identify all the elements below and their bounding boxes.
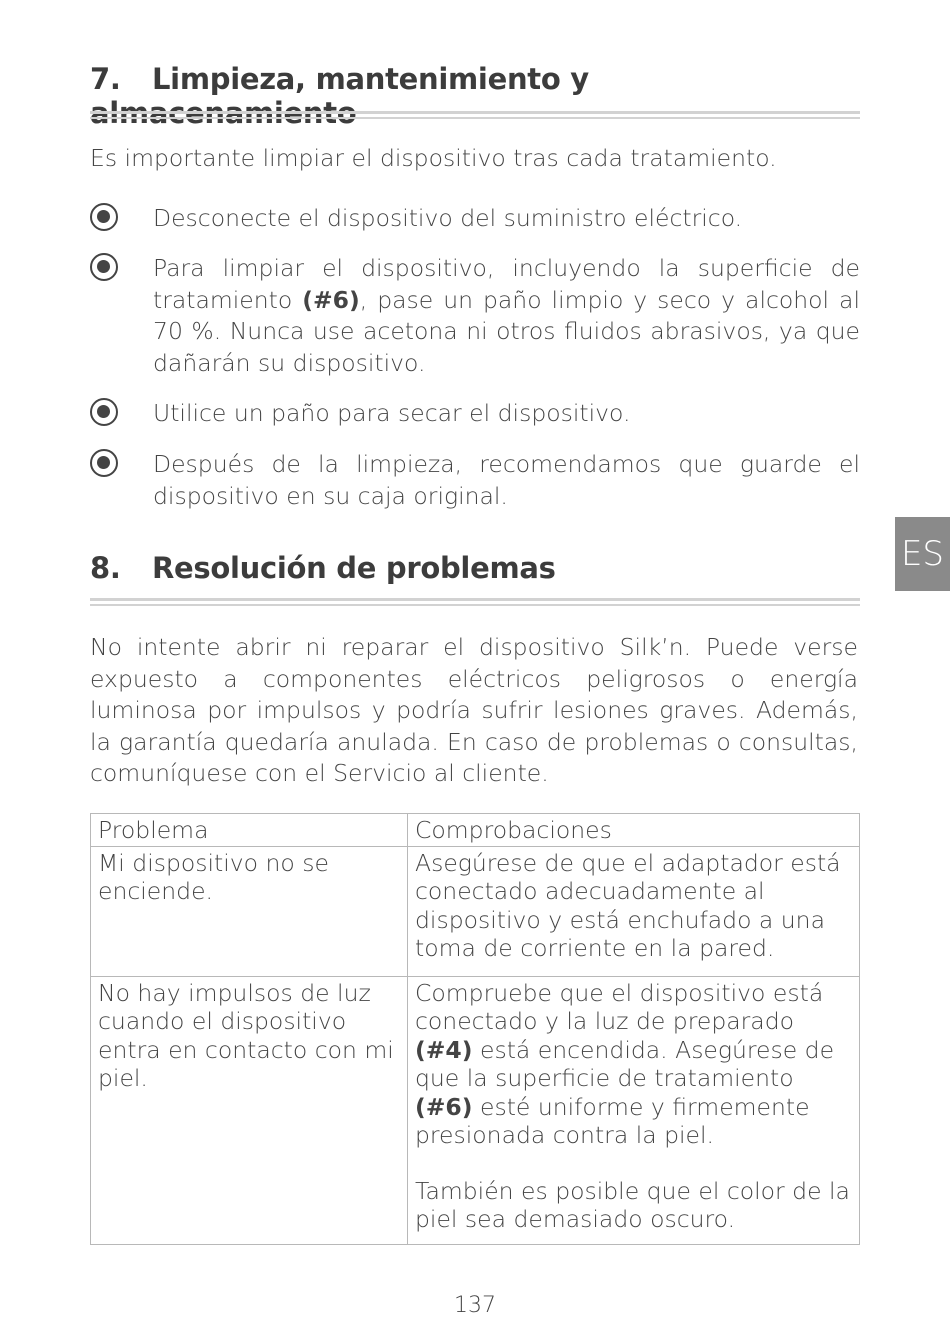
bullet-item: Después de la limpieza, recomendamos que guarde el dispositivo en su caja original. [90, 449, 860, 512]
table-header-row [91, 814, 860, 847]
radio-bullet-icon [90, 253, 118, 281]
section-7-heading [90, 62, 860, 130]
section-8-title: Resolución de problemas [152, 551, 556, 585]
troubleshooting-table [90, 813, 860, 1245]
check-cell: Asegúrese de que el adaptador está conectado adecuadamente al dispositivo y está enchufado a una toma de corriente en la pared. [408, 846, 860, 976]
section-7-number: 7. [90, 62, 121, 96]
header-checks: Comprobaciones [408, 814, 860, 847]
section-8-rule [90, 598, 860, 606]
problem-cell: No hay impulsos de luz cuando el dispositivo entra en contacto con mi piel. [91, 976, 408, 1244]
section-7-intro: Es importante limpiar el dispositivo tras cada tratamiento. [90, 144, 777, 172]
radio-bullet-icon [90, 398, 118, 426]
section-7-title: Limpieza, mantenimiento y almacenamiento [90, 62, 589, 130]
section-8-intro: No intente abrir ni reparar el dispositivo Silk’n. Puede verse expuesto a componentes eléctricos peligrosos o energía luminosa por impulsos y podría sufrir lesiones graves. Además, la garantía quedaría anulada. En caso de problemas o consultas, comuníquese con el Servicio al cliente. [90, 633, 858, 787]
bullet-item: Utilice un paño para secar el dispositivo. [90, 398, 860, 430]
section-8-heading [90, 551, 860, 585]
check-cell: Compruebe que el dispositivo está conectado y la luz de preparado (#4) está encendida. Asegúrese de que la superficie de tratamiento (#6) esté uniforme y firmemente presionada contra la piel. También es posible que el color de la piel sea demasiado oscuro. [408, 976, 860, 1244]
problem-cell: Mi dispositivo no se enciende. [91, 846, 408, 976]
section-7-rule [90, 111, 860, 119]
radio-bullet-icon [90, 449, 118, 477]
bullet-item: Para limpiar el dispositivo, incluyendo la superficie de tratamiento (#6), pase un paño limpio y seco y alcohol al 70 %. Nunca use acetona ni otros fluidos abrasivos, ya que dañarán su dispositivo. [90, 253, 860, 379]
radio-bullet-icon [90, 203, 118, 231]
page-number: 137 [454, 1293, 496, 1318]
table-row [91, 846, 860, 976]
section-8-number: 8. [90, 551, 121, 585]
table-row [91, 976, 860, 1244]
language-tab: ES [895, 517, 950, 591]
header-problem: Problema [91, 814, 408, 847]
check-extra-note: También es posible que el color de la piel sea demasiado oscuro. [415, 1176, 850, 1233]
bullet-item: Desconecte el dispositivo del suministro eléctrico. [90, 203, 860, 235]
